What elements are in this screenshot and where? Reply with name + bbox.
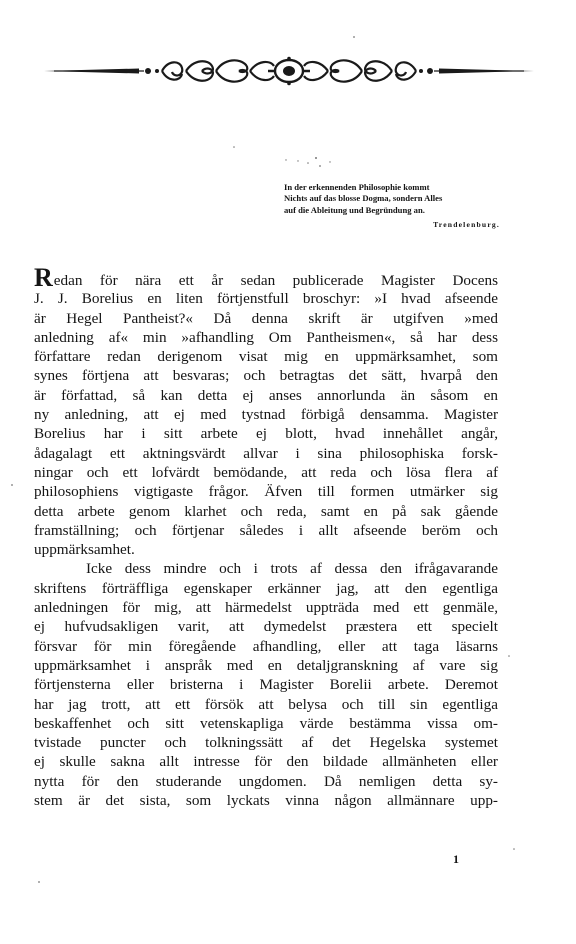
text-line: är Hegel Pantheist?« Då denna skrift är utgifven »med: [34, 309, 498, 327]
page-number: 1: [453, 852, 459, 866]
text-line: ny anledning, att ej med tystnad förbigå densamma. Magister: [34, 406, 498, 424]
text-line: philosophiens vigtigaste frågor. Äfven till formen utmärker sig: [34, 483, 498, 501]
text-line: uppmärksamhet i anspråk med en detaljgranskning af vare sig: [34, 656, 498, 674]
text-line: ej skulle sakna allt intresse för den bildade allmänheten eller: [34, 753, 498, 771]
text-line: nytta för den studerande ungdomen. Då nemligen detta sy-: [34, 772, 498, 790]
text-line: tvistade puncter och tolkningssätt af det Hegelska systemet: [34, 734, 498, 752]
text-line: uppmärksamhet.: [34, 541, 135, 559]
body-text: [34, 263, 498, 810]
epigraph-line: auf die Ableitung und Begründung an.: [284, 204, 425, 215]
text-line: J. J. Borelius en liten förtjenstfull broschyr: »I hvad afseende: [34, 290, 498, 308]
text-line: Icke dess mindre och i trots af dessa den ifrågavarande: [86, 560, 498, 578]
epigraph-line: In der erkennenden Philosophie kommt: [284, 182, 430, 192]
text-line: Borelius har i sitt arbete ej blott, hvad innehållet angår,: [34, 425, 498, 443]
drop-cap: R: [34, 263, 53, 292]
text-line: anledning af« min »afhandling Om Pantheismen«, så har dess: [34, 328, 498, 346]
text-line: anledningen för mig, att härmedelst uppträda med ett genmäle,: [34, 599, 498, 617]
text-line: synes förtjena att besvaras; och betragtas det sätt, hvarpå den: [34, 367, 498, 385]
epigraph: [284, 182, 504, 231]
text-line: detta arbete genom klarhet och reda, samt en på sak gående: [34, 502, 498, 520]
text-line: är författad, så kan detta ej anses annorlunda än såsom en: [34, 386, 498, 404]
text-line: har jag trott, att ett försök att belysa och till sin egentliga: [34, 695, 498, 713]
text-line: stem är det sista, som lyckats vinna någon allmännare upp-: [34, 792, 498, 810]
text-line: ningar och ett lofvärdt bemödande, att reda och lösa flera af: [34, 463, 498, 481]
text-line: ådagalagt ett aktningsvärdt allvar i sina philosophiska forsk-: [34, 444, 498, 462]
header-ornament: [44, 56, 534, 86]
text-line: Redan för nära ett år sedan publicerade Magister Docens: [34, 263, 498, 292]
text-line: försvar för min föregående afhandling, eller att taga läsarns: [34, 637, 498, 655]
text-line: framställning; och förtjenar således i allt afseende beröm och: [34, 521, 498, 539]
text-line: beskaffenhet och sitt vetenskapliga värde bestämma vissa om-: [34, 714, 498, 732]
text-line: skriftens förträffliga egenskaper erkänner jag, att den egentliga: [34, 579, 498, 597]
epigraph-author: Trendelenburg.: [433, 220, 500, 230]
text-line: ej hufvudsakligen varit, att dymedelst præstera ett specielt: [34, 618, 498, 636]
text-line: författare redan derigenom visat mig en uppmärksamhet, som: [34, 348, 498, 366]
epigraph-line: Nichts auf das blosse Dogma, sondern Alles: [284, 193, 443, 204]
text-line: förtjensterna eller bristerna i Magister Borelii arbete. Deremot: [34, 676, 498, 694]
